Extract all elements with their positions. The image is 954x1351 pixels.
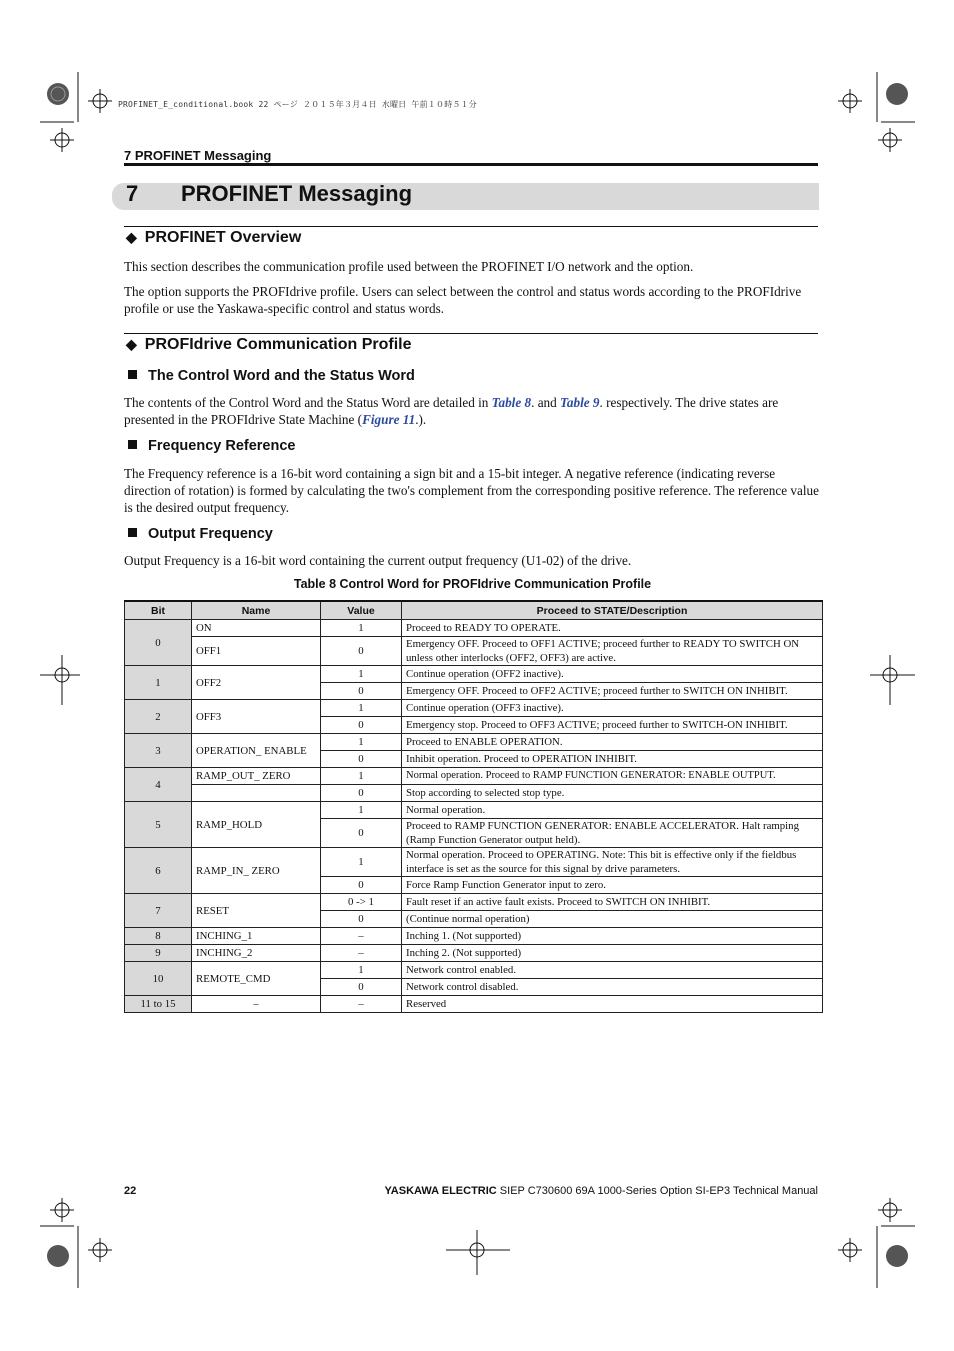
subheading-text: Frequency Reference <box>148 438 296 454</box>
value-cell: 0 -> 1 <box>321 894 402 911</box>
value-cell: 1 <box>321 848 402 877</box>
name-cell: REMOTE_CMD <box>192 962 321 996</box>
table-caption: Table 8 Control Word for PROFIdrive Communication Profile <box>293 577 652 591</box>
square-bullet-icon <box>128 370 137 379</box>
name-cell: RAMP_IN_ ZERO <box>192 848 321 894</box>
square-bullet-icon <box>128 440 137 449</box>
table-row <box>125 637 823 666</box>
crop-mark-top-right <box>815 72 915 172</box>
value-cell: 1 <box>321 768 402 785</box>
chapter-number: 7 <box>126 181 139 206</box>
value-cell: 0 <box>321 911 402 928</box>
description-cell: Stop according to selected stop type. <box>402 785 823 802</box>
value-cell: 0 <box>321 751 402 768</box>
value-cell: 0 <box>321 717 402 734</box>
name-cell: RAMP_HOLD <box>192 802 321 848</box>
table-row <box>125 734 823 751</box>
value-cell: – <box>321 945 402 962</box>
bit-cell: 7 <box>125 894 192 928</box>
table-row <box>125 700 823 717</box>
description-cell: Normal operation. Proceed to OPERATING. Note: This bit is effective only if the fieldbus interface is set as the source for this signal by drive parameters. <box>402 848 823 877</box>
description-cell: Proceed to ENABLE OPERATION. <box>402 734 823 751</box>
crop-mark-mid-right <box>870 655 915 705</box>
bit-cell: 11 to 15 <box>125 996 192 1013</box>
name-cell: – <box>192 996 321 1013</box>
bit-cell: 0 <box>125 620 192 666</box>
footer-manual-text: SIEP C730600 69A 1000-Series Option SI-EP3 Technical Manual <box>496 1185 818 1197</box>
value-cell: 1 <box>321 700 402 717</box>
column-header-description: Proceed to STATE/Description <box>402 601 823 620</box>
name-cell: RESET <box>192 894 321 928</box>
value-cell: 1 <box>321 666 402 683</box>
paragraph-text: . respectively. The drive states are presented in the PROFIdrive State Machine ( <box>124 395 779 427</box>
table-header-row <box>125 601 823 620</box>
diamond-bullet-icon: ◆ <box>126 229 137 245</box>
name-cell: INCHING_1 <box>192 928 321 945</box>
running-head: 7 PROFINET Messaging <box>124 148 272 163</box>
name-cell: ON <box>192 620 321 637</box>
value-cell: 0 <box>321 683 402 700</box>
bit-cell: 8 <box>125 928 192 945</box>
bit-cell: 9 <box>125 945 192 962</box>
value-cell: 0 <box>321 877 402 894</box>
description-cell: Network control disabled. <box>402 979 823 996</box>
paragraph-text: The Frequency reference is a 16-bit word containing a sign bit and a 15-bit integer. A negative reference (indicating reverse direction of rotation) is formed by calculating the two's complement from the corresponding positive reference. The reference value is the desired output frequency. <box>124 466 819 515</box>
description-cell: Force Ramp Function Generator input to zero. <box>402 877 823 894</box>
table-9-link[interactable]: Table 9 <box>560 395 600 410</box>
chapter-title: PROFINET Messaging <box>181 181 413 206</box>
value-cell: 1 <box>321 734 402 751</box>
table-row <box>125 962 823 979</box>
bit-cell: 3 <box>125 734 192 768</box>
figure-11-link[interactable]: Figure 11 <box>362 412 416 427</box>
value-cell: 1 <box>321 802 402 819</box>
name-cell: OPERATION_ ENABLE <box>192 734 321 768</box>
table-row <box>125 802 823 819</box>
control-word-table <box>124 600 823 1013</box>
table-row <box>125 945 823 962</box>
name-cell: OFF2 <box>192 666 321 700</box>
paragraph-text: The option supports the PROFIdrive profile. Users can select between the control and status words according to the PROFIdrive profile or use the Yaskawa-specific control and status words. <box>124 284 802 316</box>
table-row <box>125 666 823 683</box>
section-heading-profile <box>126 336 411 354</box>
frequency-reference-paragraph <box>124 465 820 516</box>
description-cell: Inhibit operation. Proceed to OPERATION INHIBIT. <box>402 751 823 768</box>
paragraph-text: The contents of the Control Word and the Status Word are detailed in <box>124 395 492 410</box>
name-cell: RAMP_OUT_ ZERO <box>192 768 321 785</box>
subheading-control-word <box>128 368 415 384</box>
file-info-line: PROFINET_E_conditional.book 22 ページ ２０１５年３月４日 水曜日 午前１０時５１分 <box>118 100 477 109</box>
column-header-value: Value <box>321 601 402 620</box>
table-row <box>125 928 823 945</box>
crop-mark-mid-left <box>40 655 80 705</box>
description-cell: Continue operation (OFF2 inactive). <box>402 666 823 683</box>
page-number: 22 <box>124 1185 137 1197</box>
table-row <box>125 620 823 637</box>
crop-mark-bottom-center <box>446 1230 510 1275</box>
value-cell: 0 <box>321 637 402 666</box>
header-rule <box>124 163 818 166</box>
description-cell: Emergency stop. Proceed to OFF3 ACTIVE; proceed further to SWITCH-ON INHIBIT. <box>402 717 823 734</box>
description-cell: Emergency OFF. Proceed to OFF1 ACTIVE; proceed further to READY TO SWITCH ON unless other interlocks (OFF2, OFF3) are active. <box>402 637 823 666</box>
table-row <box>125 848 823 877</box>
paragraph-text: This section describes the communication profile used between the PROFINET I/O network and the option. <box>124 259 694 274</box>
paragraph-text: .). <box>415 412 427 427</box>
name-cell: OFF1 <box>192 637 321 666</box>
overview-paragraph-2 <box>124 283 820 317</box>
value-cell: 0 <box>321 819 402 848</box>
paragraph-text: Output Frequency is a 16-bit word containing the current output frequency (U1-02) of the drive. <box>124 553 632 568</box>
description-cell: Fault reset if an active fault exists. Proceed to SWITCH ON INHIBIT. <box>402 894 823 911</box>
column-header-bit: Bit <box>125 601 192 620</box>
name-cell: OFF3 <box>192 700 321 734</box>
section-heading-text: PROFIdrive Communication Profile <box>144 336 412 353</box>
value-cell: – <box>321 996 402 1013</box>
square-bullet-icon <box>128 528 137 537</box>
diamond-bullet-icon: ◆ <box>126 336 137 352</box>
name-cell-empty <box>192 785 321 802</box>
value-cell: 0 <box>321 979 402 996</box>
section-heading-overview <box>126 229 301 247</box>
table-row <box>125 996 823 1013</box>
bit-cell: 2 <box>125 700 192 734</box>
description-cell: (Continue normal operation) <box>402 911 823 928</box>
subheading-output-frequency <box>128 526 273 542</box>
table-row <box>125 894 823 911</box>
value-cell: 1 <box>321 620 402 637</box>
output-frequency-paragraph <box>124 552 820 569</box>
footer-manual-title <box>384 1185 818 1197</box>
bit-cell: 4 <box>125 768 192 802</box>
table-8-link[interactable]: Table 8 <box>491 395 532 410</box>
subheading-frequency-reference <box>128 438 295 454</box>
table-row <box>125 785 823 802</box>
bit-cell: 6 <box>125 848 192 894</box>
description-cell: Emergency OFF. Proceed to OFF2 ACTIVE; proceed further to SWITCH ON INHIBIT. <box>402 683 823 700</box>
section-rule <box>124 226 818 227</box>
subheading-text: Output Frequency <box>148 526 273 542</box>
subheading-text: The Control Word and the Status Word <box>148 368 415 384</box>
name-cell: INCHING_2 <box>192 945 321 962</box>
description-cell: Reserved <box>402 996 823 1013</box>
description-cell: Inching 2. (Not supported) <box>402 945 823 962</box>
description-cell: Continue operation (OFF3 inactive). <box>402 700 823 717</box>
value-cell: 0 <box>321 785 402 802</box>
crop-mark-bottom-right <box>815 1178 915 1288</box>
description-cell: Network control enabled. <box>402 962 823 979</box>
footer-brand: YASKAWA ELECTRIC <box>384 1185 497 1197</box>
paragraph-text: . and <box>531 395 561 410</box>
description-cell: Proceed to RAMP FUNCTION GENERATOR: ENABLE ACCELERATOR. Halt ramping (Ramp Function Generator output held). <box>402 819 823 848</box>
description-cell: Normal operation. Proceed to RAMP FUNCTION GENERATOR: ENABLE OUTPUT. <box>402 768 823 785</box>
bit-cell: 5 <box>125 802 192 848</box>
description-cell: Normal operation. <box>402 802 823 819</box>
bit-cell: 1 <box>125 666 192 700</box>
section-rule <box>124 333 818 334</box>
value-cell: – <box>321 928 402 945</box>
overview-paragraph-1 <box>124 258 820 275</box>
section-heading-text: PROFINET Overview <box>144 229 302 246</box>
bit-cell: 10 <box>125 962 192 996</box>
control-word-paragraph <box>124 394 820 428</box>
description-cell: Proceed to READY TO OPERATE. <box>402 620 823 637</box>
column-header-name: Name <box>192 601 321 620</box>
value-cell: 1 <box>321 962 402 979</box>
table-row <box>125 768 823 785</box>
description-cell: Inching 1. (Not supported) <box>402 928 823 945</box>
